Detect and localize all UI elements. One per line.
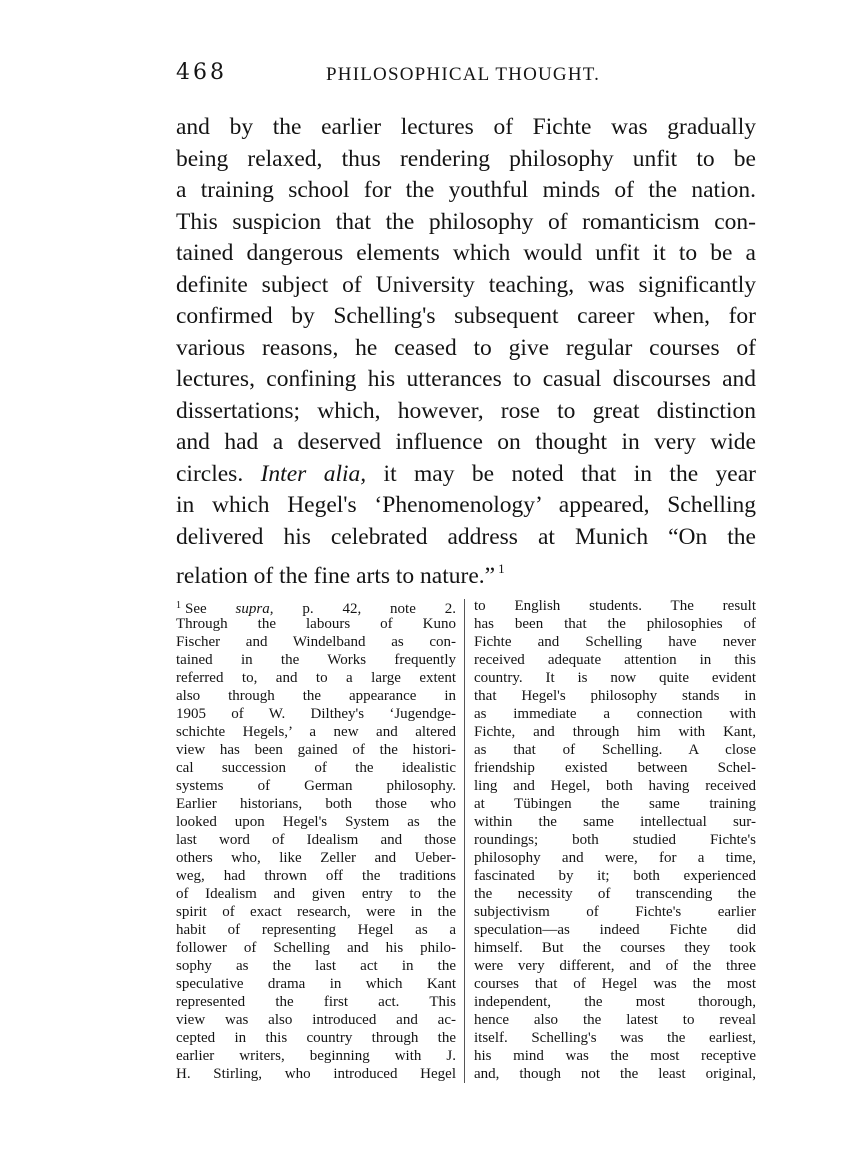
footnote-text: p. 42, note 2. xyxy=(273,601,456,617)
footnote-line: tained in the Works frequently xyxy=(176,652,456,668)
body-line: confirmed by Schelling's subsequent career when, for xyxy=(176,303,756,329)
footnote-mark: 1 xyxy=(176,600,181,611)
footnote-line: Fichte, and through him with Kant, xyxy=(474,724,756,740)
body-line-text: it may be noted that in the year xyxy=(366,460,756,487)
footnote-line: speculative drama in which Kant xyxy=(176,976,456,992)
footnote-first-line xyxy=(176,597,456,615)
footnote-line: sophy as the last act in the xyxy=(176,958,456,974)
footnote-line: Through the labours of Kuno xyxy=(176,616,456,632)
body-line: delivered his celebrated address at Munich “On the xyxy=(176,523,756,550)
footnote-line: independent, the most thorough, xyxy=(474,994,756,1010)
footnote-line: the necessity of transcending the xyxy=(474,886,756,902)
body-line: and by the earlier lectures of Fichte was gradually xyxy=(176,114,756,140)
body-line-last xyxy=(176,553,756,589)
running-title: PHILOSOPHICAL THOUGHT. xyxy=(326,64,601,85)
footnote-line: philosophy and were, for a time, xyxy=(474,850,756,866)
footnote-line: itself. Schelling's was the earliest, xyxy=(474,1030,756,1046)
footnote-line: courses that of Hegel was the most xyxy=(474,976,756,992)
body-line: being relaxed, thus rendering philosophy unfit to be xyxy=(176,145,756,172)
footnote-line: others who, like Zeller and Ueber- xyxy=(176,850,456,866)
footnote-line: at Tübingen the same training xyxy=(474,796,756,812)
footnote-line: schichte Hegels,’ a new and altered xyxy=(176,724,456,740)
footnote-line: 1905 of W. Dilthey's ‘Jugendge- xyxy=(176,706,456,722)
footnote-line: last word of Idealism and those xyxy=(176,832,456,848)
footnote-line: cepted in this country through the xyxy=(176,1030,456,1046)
footnote-line: cal succession of the idealistic xyxy=(176,760,456,776)
italic-phrase: supra, xyxy=(235,601,274,617)
footnote-line: and, though not the least original, xyxy=(474,1066,756,1082)
footnote-line: has been that the philosophies of xyxy=(474,616,756,632)
body-line-text: relation of the fine arts to nature.” xyxy=(176,563,496,589)
footnote-line: view was also introduced and ac- xyxy=(176,1012,456,1028)
column-divider xyxy=(464,599,465,1083)
footnote-line: himself. But the courses they took xyxy=(474,940,756,956)
footnote-line: as that of Schelling. A close xyxy=(474,742,756,758)
footnote-line: country. It is now quite evident xyxy=(474,670,756,686)
italic-phrase: Inter alia, xyxy=(260,460,367,487)
body-line: tained dangerous elements which would unfit it to be a xyxy=(176,240,756,266)
body-line: lectures, confining his utterances to casual discourses and xyxy=(176,366,756,392)
body-line: dissertations; which, however, rose to great distinction xyxy=(176,397,756,424)
body-line: in which Hegel's ‘Phenomenology’ appeared, Schelling xyxy=(176,492,756,518)
running-head xyxy=(176,60,756,96)
body-line: This suspicion that the philosophy of romanticism con- xyxy=(176,208,756,235)
footnote-line: friendship existed between Schel- xyxy=(474,760,756,776)
body-line: definite subject of University teaching, was significantly xyxy=(176,271,756,298)
page-number: 468 xyxy=(176,60,227,85)
footnote-line: also through the appearance in xyxy=(176,688,456,704)
footnote-line: ling and Hegel, both having received xyxy=(474,778,756,794)
footnote-line: earlier writers, beginning with J. xyxy=(176,1048,456,1064)
footnote-line: Fischer and Windelband as con- xyxy=(176,634,456,650)
footnote-line: were very different, and of the three xyxy=(474,958,756,974)
footnote-line: represented the first act. This xyxy=(176,994,456,1010)
footnote-line: of Idealism and given entry to the xyxy=(176,886,456,902)
footnote-line: view has been gained of the histori- xyxy=(176,742,456,758)
footnote-line: habit of representing Hegel as a xyxy=(176,922,456,938)
footnote-reference[interactable]: 1 xyxy=(498,561,505,576)
footnote-line: weg, had thrown off the traditions xyxy=(176,868,456,884)
footnote-line: hence also the latest to reveal xyxy=(474,1012,756,1028)
body-text xyxy=(176,112,756,589)
body-line: and had a deserved influence on thought in very wide xyxy=(176,429,756,455)
footnote-line: to English students. The result xyxy=(474,598,756,614)
footnote-column-left xyxy=(176,597,456,1083)
footnote-line: Fichte and Schelling have never xyxy=(474,634,756,650)
footnote-line: roundings; both studied Fichte's xyxy=(474,832,756,848)
body-line-text: circles. xyxy=(176,460,261,487)
footnote-line: received adequate attention in this xyxy=(474,652,756,668)
footnote-line: looked upon Hegel's System as the xyxy=(176,814,456,830)
body-line: a training school for the youthful minds of the nation. xyxy=(176,177,756,203)
footnote-line: his mind was the most receptive xyxy=(474,1048,756,1064)
footnote-text: See xyxy=(185,601,236,617)
footnote-line: that Hegel's philosophy stands in xyxy=(474,688,756,704)
footnote-line: referred to, and to a large extent xyxy=(176,670,456,686)
footnote-line: subjectivism of Fichte's earlier xyxy=(474,904,756,920)
footnote-line: H. Stirling, who introduced Hegel xyxy=(176,1066,456,1082)
body-line: various reasons, he ceased to give regular courses of xyxy=(176,334,756,361)
footnote-line: Earlier historians, both those who xyxy=(176,796,456,812)
footnote-line: speculation—as indeed Fichte did xyxy=(474,922,756,938)
footnote-line: spirit of exact research, were in the xyxy=(176,904,456,920)
footnote-column-right xyxy=(474,597,756,1083)
footnote-line: as immediate a connection with xyxy=(474,706,756,722)
footnote-line: fascinated by it; both experienced xyxy=(474,868,756,884)
footnote-line: follower of Schelling and his philo- xyxy=(176,940,456,956)
footnote-line: systems of German philosophy. xyxy=(176,778,456,794)
footnote-line: within the same intellectual sur- xyxy=(474,814,756,830)
body-line-inter-alia xyxy=(176,459,756,491)
